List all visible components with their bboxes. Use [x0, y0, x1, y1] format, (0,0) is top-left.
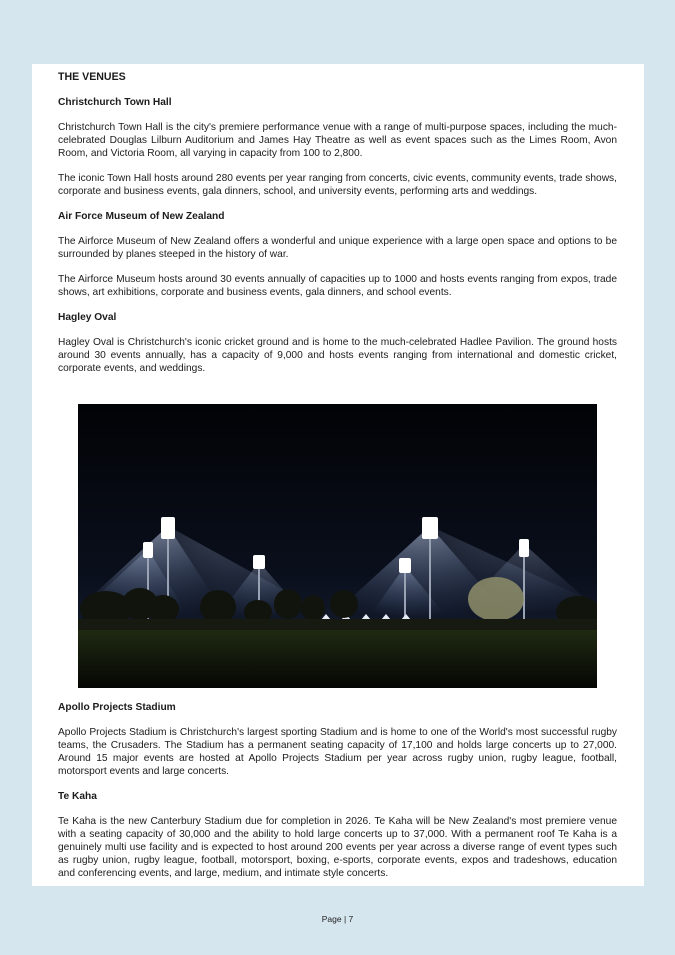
lit-tree [468, 577, 524, 621]
stadium-photo-illustration [78, 404, 597, 688]
venue-paragraph: The iconic Town Hall hosts around 280 events per year ranging from concerts, civic events, community events, trade shows, corporate and business events, gala dinners, school, and university events, performing arts and weddings. [58, 173, 617, 197]
venue-title-air-force-museum: Air Force Museum of New Zealand [58, 211, 225, 222]
stadium-floodlights-night-photo [78, 404, 597, 688]
venue-paragraph: Hagley Oval is Christchurch's iconic cricket ground and is home to the much-celebrated Hadlee Pavilion. The ground hosts around 30 events annually, has a capacity of 9,000 and hosts events ranging from international and domestic cricket, corporate events, and weddings. [58, 337, 617, 374]
venue-paragraph: The Airforce Museum hosts around 30 events annually of capacities up to 1000 and hosts events ranging from expos, trade shows, art exhibitions, corporate and business events, gala dinners, and school events. [58, 274, 617, 298]
venue-title-te-kaha: Te Kaha [58, 791, 97, 802]
venue-title-town-hall: Christchurch Town Hall [58, 97, 172, 108]
venue-paragraph: Apollo Projects Stadium is Christchurch's largest sporting Stadium and is home to one of the World's most successful rugby teams, the Crusaders. The Stadium has a permanent seating capacity of 17,100 and holds large concerts up to 27,000. Around 15 major events are hosted at Apollo Projects Stadium per year across rugby union, rugby league, football, motorsport events and large concerts. [58, 727, 617, 777]
page-number: Page | 7 [321, 914, 354, 924]
page-content [58, 71, 617, 387]
playing-field [78, 630, 597, 688]
venue-title-apollo-projects-stadium: Apollo Projects Stadium [58, 702, 176, 713]
lower-content [58, 701, 617, 892]
section-heading: THE VENUES [58, 71, 126, 83]
venue-title-hagley-oval: Hagley Oval [58, 312, 117, 323]
venue-paragraph: Christchurch Town Hall is the city's premiere performance venue with a range of multi-purpose spaces, including the much-celebrated Douglas Lilburn Auditorium and James Hay Theatre as well as event spaces such as the Limes Room, Avon Room, and Victoria Room, all varying in capacity from 100 to 2,800. [58, 122, 617, 159]
venue-paragraph: Te Kaha is the new Canterbury Stadium due for completion in 2026. Te Kaha will be New Zealand's most premiere venue with a seating capacity of 30,000 and the ability to hold large concerts up to 37,000. With a permanent roof Te Kaha is a genuinely multi use facility and is expected to host around 200 events per year across a diverse range of event types such as rugby union, rugby league, football, motorsport, boxing, e-sports, corporate events, expos and tradeshows, education and conferencing events, and large, medium, and intimate style concerts. [58, 816, 617, 879]
venue-paragraph: The Airforce Museum of New Zealand offers a wonderful and unique experience with a large open space and options to be surrounded by planes steeped in the history of war. [58, 236, 617, 260]
